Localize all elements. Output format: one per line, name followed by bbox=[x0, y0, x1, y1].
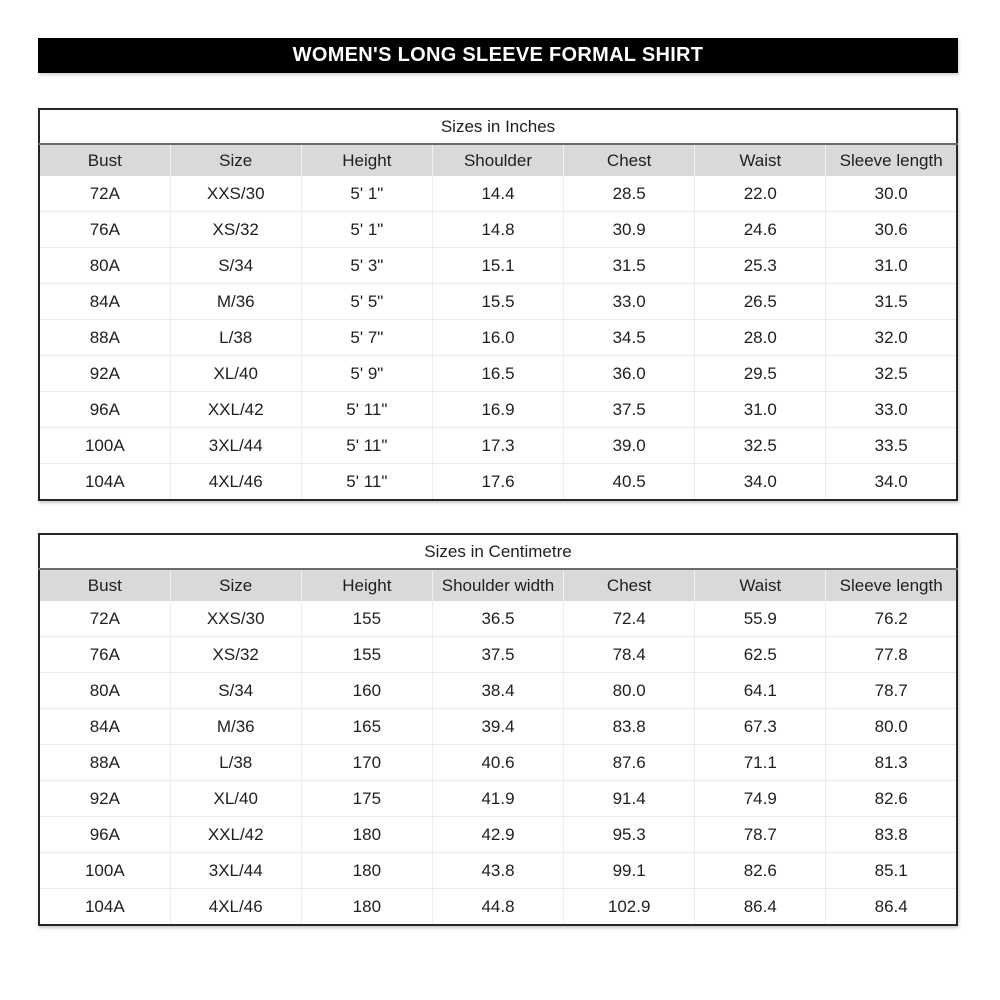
table-row bbox=[39, 817, 957, 853]
table-cell: 86.4 bbox=[826, 889, 957, 926]
table-cell: 15.5 bbox=[432, 284, 563, 320]
table-cell: L/38 bbox=[170, 320, 301, 356]
table-cell: 82.6 bbox=[826, 781, 957, 817]
table-cell: 32.5 bbox=[695, 428, 826, 464]
table-cell: 91.4 bbox=[564, 781, 695, 817]
table-cell: 100A bbox=[39, 853, 170, 889]
table-cell: 3XL/44 bbox=[170, 853, 301, 889]
table-caption-row bbox=[39, 109, 957, 144]
table-cell: XXL/42 bbox=[170, 817, 301, 853]
column-header: Bust bbox=[39, 569, 170, 601]
table-cell: 36.0 bbox=[564, 356, 695, 392]
table-cell: 104A bbox=[39, 464, 170, 501]
table-cell: 82.6 bbox=[695, 853, 826, 889]
table-cell: 155 bbox=[301, 637, 432, 673]
table-cell: 76A bbox=[39, 637, 170, 673]
table-cell: 31.5 bbox=[826, 284, 957, 320]
table-cell: 80A bbox=[39, 673, 170, 709]
table-cell: 104A bbox=[39, 889, 170, 926]
table-row bbox=[39, 248, 957, 284]
table-cell: 25.3 bbox=[695, 248, 826, 284]
table-cell: 40.6 bbox=[432, 745, 563, 781]
table-cell: 3XL/44 bbox=[170, 428, 301, 464]
column-header: Chest bbox=[564, 569, 695, 601]
table-cell: 41.9 bbox=[432, 781, 563, 817]
table-cell: 85.1 bbox=[826, 853, 957, 889]
table-cell: L/38 bbox=[170, 745, 301, 781]
table-row bbox=[39, 176, 957, 212]
column-header: Chest bbox=[564, 144, 695, 176]
table-cell: 14.4 bbox=[432, 176, 563, 212]
table-cell: 28.5 bbox=[564, 176, 695, 212]
table-cell: 100A bbox=[39, 428, 170, 464]
table-caption-row bbox=[39, 534, 957, 569]
table-cell: 99.1 bbox=[564, 853, 695, 889]
table-cell: 80.0 bbox=[564, 673, 695, 709]
table-cell: 62.5 bbox=[695, 637, 826, 673]
table-cell: 76.2 bbox=[826, 601, 957, 637]
page-title-text: WOMEN'S LONG SLEEVE FORMAL SHIRT bbox=[292, 44, 704, 66]
table-cell: 29.5 bbox=[695, 356, 826, 392]
table-cell: 55.9 bbox=[695, 601, 826, 637]
table-row bbox=[39, 745, 957, 781]
table-cell: 33.0 bbox=[564, 284, 695, 320]
table-cell: 175 bbox=[301, 781, 432, 817]
table-cell: XXL/42 bbox=[170, 392, 301, 428]
table-cell: 33.0 bbox=[826, 392, 957, 428]
table-cell: 78.4 bbox=[564, 637, 695, 673]
table-cell: 17.6 bbox=[432, 464, 563, 501]
table-row bbox=[39, 356, 957, 392]
table-row bbox=[39, 284, 957, 320]
table-cell: 37.5 bbox=[432, 637, 563, 673]
table-cell: 96A bbox=[39, 392, 170, 428]
table-cell: 5' 11" bbox=[301, 464, 432, 501]
table-cell: 72A bbox=[39, 176, 170, 212]
table-row bbox=[39, 781, 957, 817]
column-header: Height bbox=[301, 144, 432, 176]
column-header-row bbox=[39, 569, 957, 601]
table-cell: 80A bbox=[39, 248, 170, 284]
table-row bbox=[39, 673, 957, 709]
table-cell: XS/32 bbox=[170, 637, 301, 673]
table-cell: 30.9 bbox=[564, 212, 695, 248]
table-row bbox=[39, 428, 957, 464]
table-cell: S/34 bbox=[170, 248, 301, 284]
table-cell: 31.5 bbox=[564, 248, 695, 284]
table-cell: 96A bbox=[39, 817, 170, 853]
table-row bbox=[39, 889, 957, 926]
table-cell: 83.8 bbox=[826, 817, 957, 853]
table-cell: 16.9 bbox=[432, 392, 563, 428]
table-row bbox=[39, 601, 957, 637]
table-cell: 24.6 bbox=[695, 212, 826, 248]
table-cell: 92A bbox=[39, 781, 170, 817]
table-row bbox=[39, 212, 957, 248]
table-cell: 155 bbox=[301, 601, 432, 637]
table-cell: 76A bbox=[39, 212, 170, 248]
table-cell: 64.1 bbox=[695, 673, 826, 709]
table-cell: 39.4 bbox=[432, 709, 563, 745]
table-caption: Sizes in Inches bbox=[39, 109, 957, 144]
table-row bbox=[39, 392, 957, 428]
column-header: Waist bbox=[695, 144, 826, 176]
table-cell: M/36 bbox=[170, 284, 301, 320]
table-cell: 84A bbox=[39, 709, 170, 745]
table-cell: XL/40 bbox=[170, 781, 301, 817]
table-cell: 81.3 bbox=[826, 745, 957, 781]
table-cell: 39.0 bbox=[564, 428, 695, 464]
table-cell: 102.9 bbox=[564, 889, 695, 926]
table-cell: 165 bbox=[301, 709, 432, 745]
table-cell: 5' 3" bbox=[301, 248, 432, 284]
table-cell: 34.0 bbox=[826, 464, 957, 501]
table-row bbox=[39, 709, 957, 745]
table-cell: 30.0 bbox=[826, 176, 957, 212]
table-cell: 43.8 bbox=[432, 853, 563, 889]
table-cell: 37.5 bbox=[564, 392, 695, 428]
table-cell: 38.4 bbox=[432, 673, 563, 709]
table-row bbox=[39, 637, 957, 673]
table-cell: 160 bbox=[301, 673, 432, 709]
column-header: Height bbox=[301, 569, 432, 601]
column-header: Size bbox=[170, 569, 301, 601]
table-cell: 33.5 bbox=[826, 428, 957, 464]
table-cell: 26.5 bbox=[695, 284, 826, 320]
table-cell: 42.9 bbox=[432, 817, 563, 853]
table-cell: 30.6 bbox=[826, 212, 957, 248]
table-cell: M/36 bbox=[170, 709, 301, 745]
table-cell: 88A bbox=[39, 745, 170, 781]
table-cell: 180 bbox=[301, 853, 432, 889]
table-cell: XXS/30 bbox=[170, 601, 301, 637]
column-header: Bust bbox=[39, 144, 170, 176]
column-header-row bbox=[39, 144, 957, 176]
table-cell: 5' 11" bbox=[301, 428, 432, 464]
table-cell: 74.9 bbox=[695, 781, 826, 817]
table-cell: 14.8 bbox=[432, 212, 563, 248]
table-cell: 86.4 bbox=[695, 889, 826, 926]
table-cell: 72A bbox=[39, 601, 170, 637]
column-header: Sleeve length bbox=[826, 569, 957, 601]
table-cell: 5' 7" bbox=[301, 320, 432, 356]
table-cell: 32.0 bbox=[826, 320, 957, 356]
table-cell: 34.0 bbox=[695, 464, 826, 501]
table-cell: 78.7 bbox=[695, 817, 826, 853]
table-cell: 80.0 bbox=[826, 709, 957, 745]
table-cell: 5' 5" bbox=[301, 284, 432, 320]
size-table-inches bbox=[38, 108, 958, 501]
table-cell: 4XL/46 bbox=[170, 889, 301, 926]
table-cell: 77.8 bbox=[826, 637, 957, 673]
table-cell: 88A bbox=[39, 320, 170, 356]
table-cell: XXS/30 bbox=[170, 176, 301, 212]
table-cell: 28.0 bbox=[695, 320, 826, 356]
table-cell: 170 bbox=[301, 745, 432, 781]
table-cell: 4XL/46 bbox=[170, 464, 301, 501]
column-header: Size bbox=[170, 144, 301, 176]
table-cell: 72.4 bbox=[564, 601, 695, 637]
table-cell: 34.5 bbox=[564, 320, 695, 356]
column-header: Sleeve length bbox=[826, 144, 957, 176]
column-header: Shoulder bbox=[432, 144, 563, 176]
table-cell: 17.3 bbox=[432, 428, 563, 464]
table-cell: 84A bbox=[39, 284, 170, 320]
table-cell: 5' 11" bbox=[301, 392, 432, 428]
table-cell: 5' 1" bbox=[301, 212, 432, 248]
table-cell: S/34 bbox=[170, 673, 301, 709]
table-cell: 71.1 bbox=[695, 745, 826, 781]
table-cell: XL/40 bbox=[170, 356, 301, 392]
table-cell: 32.5 bbox=[826, 356, 957, 392]
table-cell: 5' 9" bbox=[301, 356, 432, 392]
table-cell: 22.0 bbox=[695, 176, 826, 212]
table-row bbox=[39, 464, 957, 501]
table-cell: 83.8 bbox=[564, 709, 695, 745]
table-caption: Sizes in Centimetre bbox=[39, 534, 957, 569]
table-cell: 180 bbox=[301, 889, 432, 926]
table-cell: 36.5 bbox=[432, 601, 563, 637]
table-cell: 40.5 bbox=[564, 464, 695, 501]
table-cell: 5' 1" bbox=[301, 176, 432, 212]
table-cell: 16.0 bbox=[432, 320, 563, 356]
table-cell: 31.0 bbox=[695, 392, 826, 428]
column-header: Shoulder width bbox=[432, 569, 563, 601]
column-header: Waist bbox=[695, 569, 826, 601]
table-cell: 16.5 bbox=[432, 356, 563, 392]
table-row bbox=[39, 320, 957, 356]
table-cell: 92A bbox=[39, 356, 170, 392]
table-cell: XS/32 bbox=[170, 212, 301, 248]
size-table-centimetre bbox=[38, 533, 958, 926]
table-cell: 15.1 bbox=[432, 248, 563, 284]
table-row bbox=[39, 853, 957, 889]
table-cell: 44.8 bbox=[432, 889, 563, 926]
table-cell: 31.0 bbox=[826, 248, 957, 284]
table-cell: 95.3 bbox=[564, 817, 695, 853]
table-cell: 78.7 bbox=[826, 673, 957, 709]
table-cell: 180 bbox=[301, 817, 432, 853]
table-cell: 67.3 bbox=[695, 709, 826, 745]
table-cell: 87.6 bbox=[564, 745, 695, 781]
page-title bbox=[38, 38, 958, 73]
